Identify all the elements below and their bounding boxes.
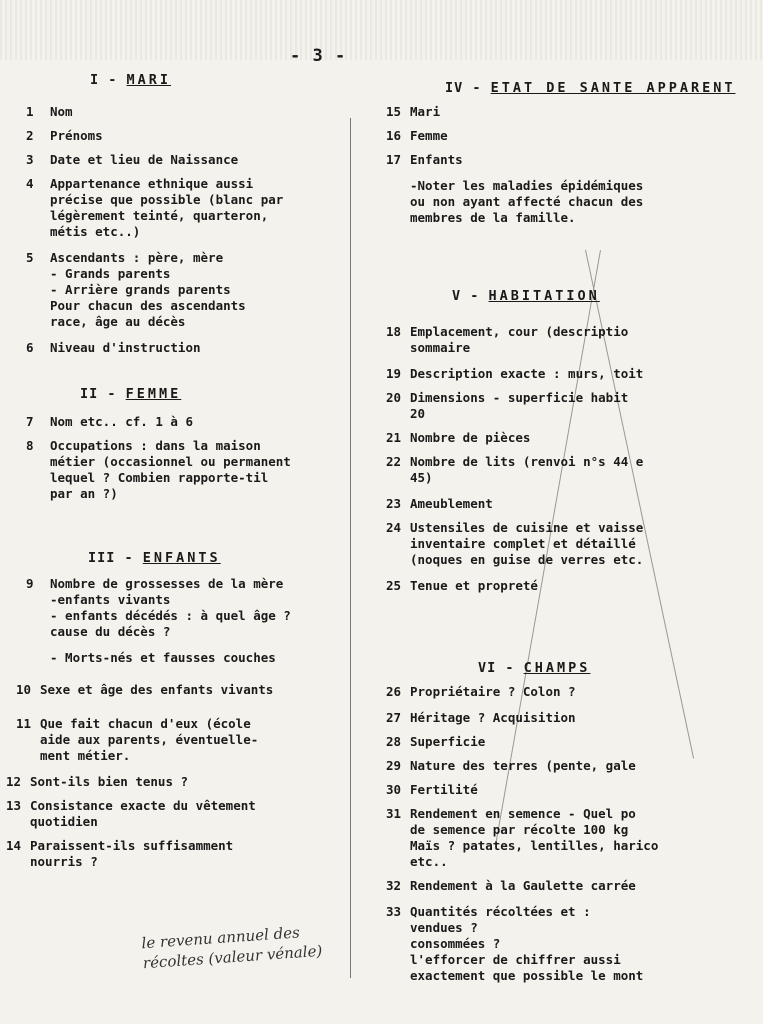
question-item: 20 Dimensions - superficie habit 20: [386, 390, 629, 421]
question-item: 11 Que fait chacun d'eux (école aide aux parents, éventuelle- ment métier.: [16, 716, 259, 763]
question-item: 10 Sexe et âge des enfants vivants: [16, 682, 274, 697]
question-item: 15 Mari: [386, 104, 441, 119]
question-item: 18 Emplacement, cour (descriptio sommaire: [386, 324, 629, 355]
question-item: 1 Nom: [26, 104, 73, 119]
question-item: 4 Appartenance ethnique aussi précise que possible (blanc par légèrement teinté, quarteron, métis etc..): [26, 176, 284, 239]
section-heading-mari: I - MARI: [90, 72, 172, 88]
section-heading-sante: IV - ETAT DE SANTE APPARENT: [445, 80, 736, 96]
question-item: 14 Paraissent-ils suffisamment nourris ?: [6, 838, 234, 869]
question-item: 26 Propriétaire ? Colon ?: [386, 684, 576, 699]
section-heading-femme: II - FEMME: [80, 386, 182, 402]
question-item: 25 Tenue et propreté: [386, 578, 538, 593]
question-item: 16 Femme: [386, 128, 448, 143]
question-item: 30 Fertilité: [386, 782, 478, 797]
section-heading-enfants: III - ENFANTS: [88, 550, 221, 566]
question-item: 33 Quantités récoltées et : vendues ? consommées ? l'efforcer de chiffrer aussi exactement que possible le mont: [386, 904, 644, 983]
question-item: 31 Rendement en semence - Quel po de semence par récolte 100 kg Maïs ? patates, lentilles, harico etc..: [386, 806, 659, 869]
question-item: -Noter les maladies épidémiques ou non ayant affecté chacun des membres de la famille.: [410, 178, 644, 225]
question-item: 9 Nombre de grossesses de la mère -enfants vivants - enfants décédés : à quel âge ? cause du décès ?: [26, 576, 291, 639]
question-item: 19 Description exacte : murs, toit: [386, 366, 644, 381]
question-item: 3 Date et lieu de Naissance: [26, 152, 239, 167]
column-divider: [350, 118, 351, 978]
question-item: 5 Ascendants : père, mère - Grands parents - Arrière grands parents Pour chacun des ascendants race, âge au décès: [26, 250, 246, 329]
question-item: 6 Niveau d'instruction: [26, 340, 201, 355]
question-item: 21 Nombre de pièces: [386, 430, 531, 445]
question-item: 32 Rendement à la Gaulette carrée: [386, 878, 636, 893]
question-item: 12 Sont-ils bien tenus ?: [6, 774, 189, 789]
question-item: 22 Nombre de lits (renvoi n°s 44 e 45): [386, 454, 644, 485]
question-item: 8 Occupations : dans la maison métier (occasionnel ou permanent lequel ? Combien rapporte-til par an ?): [26, 438, 291, 501]
question-item: 7 Nom etc.. cf. 1 à 6: [26, 414, 193, 429]
scan-noise: [0, 0, 763, 60]
question-item: 29 Nature des terres (pente, gale: [386, 758, 636, 773]
question-item: 2 Prénoms: [26, 128, 103, 143]
question-item: 23 Ameublement: [386, 496, 493, 511]
question-item: 13 Consistance exacte du vêtement quotidien: [6, 798, 256, 829]
question-item: 24 Ustensiles de cuisine et vaisse inventaire complet et détaillé (noques en guise de verres etc.: [386, 520, 644, 567]
question-item: 27 Héritage ? Acquisition: [386, 710, 576, 725]
question-item: 28 Superficie: [386, 734, 486, 749]
question-item: - Morts-nés et fausses couches: [50, 650, 276, 665]
section-heading-champs: VI - CHAMPS: [478, 660, 591, 676]
section-heading-habitation: V - HABITATION: [452, 288, 600, 304]
handwritten-note: le revenu annuel des récoltes (valeur vénale): [140, 923, 323, 973]
question-item: 17 Enfants: [386, 152, 463, 167]
page-number: - 3 -: [290, 46, 347, 66]
